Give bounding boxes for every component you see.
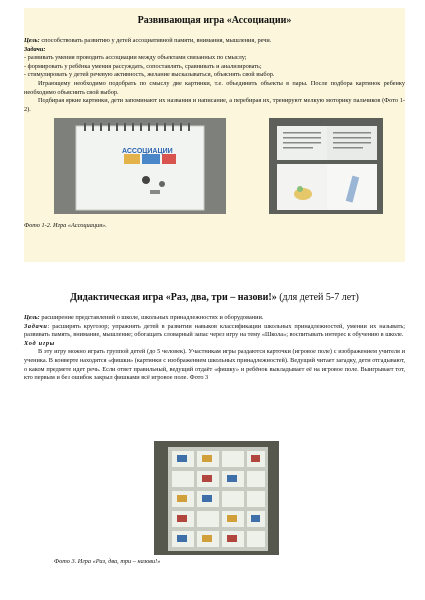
section-name-it-game xyxy=(24,285,405,575)
tasks-label: Задачи: xyxy=(24,45,46,53)
tasks-text: : расширять кругозор; упражнять детей в развитии навыков классификации школьных принадлежностей, умении их называть; развивать память, внимание, мышление; обогащать словарный запас через игру на тему «Школа»; воспитывать интерес к обучению в школе. xyxy=(24,322,405,339)
section2-tasks xyxy=(24,323,405,340)
paragraph: Играющему необходимо подобрать по смыслу две картинки, т.е. объединить объекты в пары. После подбора картинок ребенку необходимо объяснить свой выбор. xyxy=(24,79,405,96)
photo-2-image xyxy=(269,118,383,214)
photo-1-image xyxy=(54,118,226,214)
course-text: В эту игру можно играть группой детей (до 5 человек). Участникам игры раздаются карточки (игровое поле) с изображением учителя и ученика. В конверте находятся «фишки» (картинки с изображением школьных принадлежностей). Ведущий читает загадку, дети отгадывают, о каком предмете идет речь. Если ответ правильный, ведущий отдаёт «фишку» и ребёнок выкладывает её на игровое поле. Выигрывает тот, кто первым и без ошибок закрыл фишками всё игровое поле. Фото 3 xyxy=(24,348,405,382)
goal-label: Цель: xyxy=(24,37,40,44)
photo-3 xyxy=(154,441,279,555)
section1-goal xyxy=(24,37,405,46)
photo-3-image xyxy=(154,441,279,555)
task-item: - стимулировать у детей речевую активность, желание высказываться, объяснять свой выбор. xyxy=(24,71,275,79)
goal-text: расширение представлений о школе, школьных принадлежностях и оборудовании. xyxy=(39,314,264,321)
photos-associations xyxy=(24,118,405,216)
task-item: - развивать умения проводить ассоциации между объектами связанных по смыслу; xyxy=(24,54,247,62)
task-item: - формировать у ребёнка умения рассуждать, сопоставлять, сравнивать и анализировать; xyxy=(24,62,262,70)
section2-title-sub: (для детей 5-7 лет) xyxy=(276,292,359,303)
section1-title: Развивающая игра «Ассоциации» xyxy=(137,15,292,26)
section2-goal xyxy=(24,314,405,323)
caption-photo-3: Фото 3. Игра «Раз, два, три – назови!» xyxy=(54,558,161,565)
goal-text: способствовать развитию у детей ассоциативной памяти, внимания, мышления, речи. xyxy=(39,37,272,44)
tasks-label: Задачи xyxy=(24,322,48,330)
section2-title xyxy=(24,291,405,304)
section-associations xyxy=(24,8,405,262)
caption-photo-1-2: Фото 1-2. Игра «Ассоциация». xyxy=(24,222,107,230)
photo-1 xyxy=(54,118,226,214)
course-label: Ход игры xyxy=(24,339,55,347)
goal-label: Цель: xyxy=(24,314,40,321)
photo-1-text: АССОЦИАЦИИ xyxy=(122,148,173,156)
section2-title-main: Дидактическая игра «Раз, два, три – назови!» xyxy=(70,292,277,303)
photo-2 xyxy=(269,118,383,214)
paragraph: Подбирая яркие картинки, дети запоминают их названия и написание, а перебирая их, тренируют мелкую моторику пальчиков (Фото 1-2). xyxy=(24,97,405,113)
